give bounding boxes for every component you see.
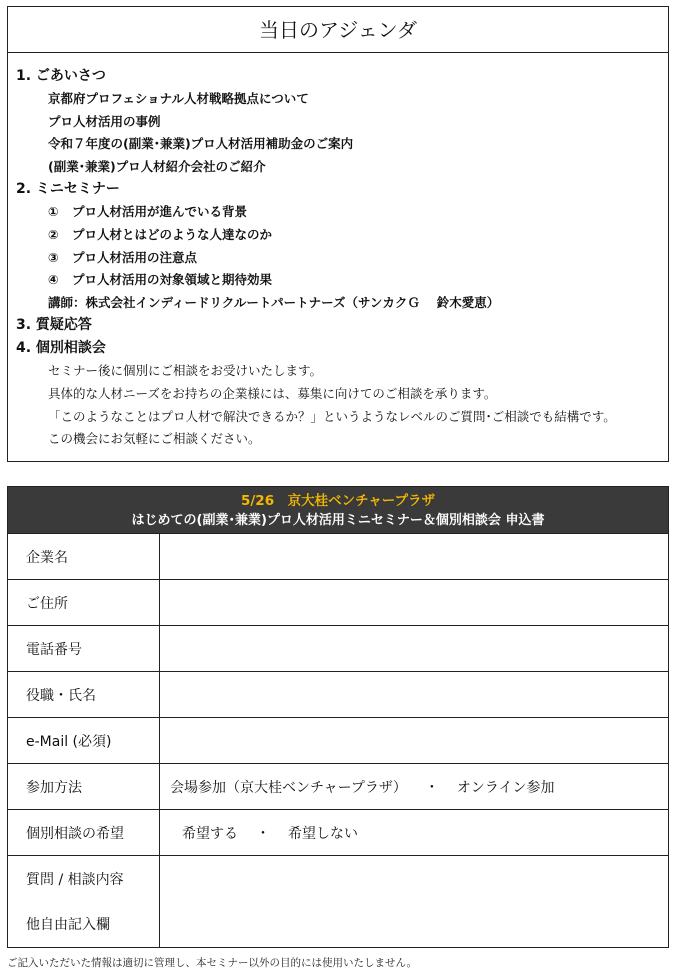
option-separator: ・ bbox=[256, 825, 270, 842]
form-row-address bbox=[8, 579, 668, 625]
agenda-item: 令和７年度の(副業･兼業)プロ人材活用補助金のご案内 bbox=[48, 136, 354, 152]
lecturer-line: 講師：株式会社インディードリクルートパートナーズ（サンカクＧ 鈴木愛恵） bbox=[48, 294, 500, 310]
section-heading-qa: 3. 質疑応答 bbox=[16, 317, 92, 334]
form-row-company bbox=[8, 533, 668, 579]
seminar-topic bbox=[16, 269, 668, 292]
email-label: e-Mail (必須) bbox=[8, 718, 160, 763]
form-title: はじめての(副業･兼業)プロ人材活用ミニセミナー＆個別相談会 申込書 bbox=[131, 513, 545, 528]
consultation-note: 「このようなことはプロ人材で解決できるか？」というようなレベルのご質問･ご相談でも結構です。 bbox=[48, 408, 616, 424]
form-row-email bbox=[8, 717, 668, 763]
event-date-venue: 5/26 京大桂ベンチャープラザ bbox=[240, 493, 436, 509]
company-field[interactable] bbox=[160, 534, 668, 579]
option-venue[interactable]: 会場参加（京大桂ベンチャープラザ） bbox=[170, 779, 407, 796]
form-header bbox=[8, 487, 668, 533]
application-form bbox=[7, 486, 669, 948]
participation-label: 参加方法 bbox=[8, 764, 160, 809]
phone-label: 電話番号 bbox=[8, 626, 160, 671]
form-row-name bbox=[8, 671, 668, 717]
section-heading-consultation: 4. 個別相談会 bbox=[16, 340, 106, 357]
privacy-note: ご記入いただいた情報は適切に管理し、本セミナー以外の目的には使用いたしません。 bbox=[7, 957, 418, 969]
consultation-note: この機会にお気軽にご相談ください。 bbox=[48, 431, 261, 447]
option-no-wish[interactable]: 希望しない bbox=[288, 825, 358, 842]
consultation-note: 具体的な人材ニーズをお持ちの企業様には、募集に向けてのご相談を承ります。 bbox=[48, 385, 497, 401]
participation-options bbox=[160, 764, 668, 809]
option-wish[interactable]: 希望する bbox=[182, 825, 238, 842]
topic-text: プロ人材活用が進んでいる背景 bbox=[72, 204, 248, 220]
consultation-label: 個別相談の希望 bbox=[8, 810, 160, 855]
agenda-body bbox=[8, 53, 668, 451]
address-field[interactable] bbox=[160, 580, 668, 625]
title-name-field[interactable] bbox=[160, 672, 668, 717]
company-label: 企業名 bbox=[8, 534, 160, 579]
section-heading-greeting: 1. ごあいさつ bbox=[16, 68, 106, 84]
phone-field[interactable] bbox=[160, 626, 668, 671]
email-field[interactable] bbox=[160, 718, 668, 763]
seminar-topic bbox=[16, 201, 668, 224]
questions-label-line2: 他自由記入欄 bbox=[26, 917, 110, 934]
topic-number: ① bbox=[48, 204, 59, 220]
questions-label bbox=[8, 856, 160, 947]
form-row-participation bbox=[8, 763, 668, 809]
seminar-topic bbox=[16, 224, 668, 247]
option-separator: ・ bbox=[424, 779, 439, 796]
agenda-box bbox=[7, 6, 669, 462]
consultation-note: セミナー後に個別にご相談をお受けいたします。 bbox=[48, 363, 323, 379]
option-online[interactable]: オンライン参加 bbox=[456, 779, 555, 796]
section-heading-mini-seminar: 2. ミニセミナー bbox=[16, 181, 120, 198]
topic-text: プロ人材活用の対象領域と期待効果 bbox=[72, 272, 273, 288]
topic-text: プロ人材とはどのような人達なのか bbox=[72, 226, 273, 242]
title-name-label: 役職・氏名 bbox=[8, 672, 160, 717]
questions-field[interactable] bbox=[160, 856, 668, 947]
consultation-options bbox=[160, 810, 668, 855]
topic-number: ② bbox=[48, 226, 59, 242]
topic-number: ④ bbox=[48, 272, 59, 288]
topic-number: ③ bbox=[48, 249, 59, 265]
address-label: ご住所 bbox=[8, 580, 160, 625]
agenda-title: 当日のアジェンダ bbox=[8, 7, 668, 53]
agenda-item: 京都府プロフェショナル人材戦略拠点について bbox=[48, 91, 309, 106]
topic-text: プロ人材活用の注意点 bbox=[72, 249, 198, 265]
agenda-item: (副業･兼業)プロ人材紹介会社のご紹介 bbox=[48, 158, 266, 174]
form-row-phone bbox=[8, 625, 668, 671]
questions-label-line1: 質問 / 相談内容 bbox=[26, 871, 124, 888]
agenda-item: プロ人材活用の事例 bbox=[48, 113, 161, 129]
form-row-consultation bbox=[8, 809, 668, 855]
seminar-topic bbox=[16, 247, 668, 270]
form-row-questions bbox=[8, 855, 668, 947]
